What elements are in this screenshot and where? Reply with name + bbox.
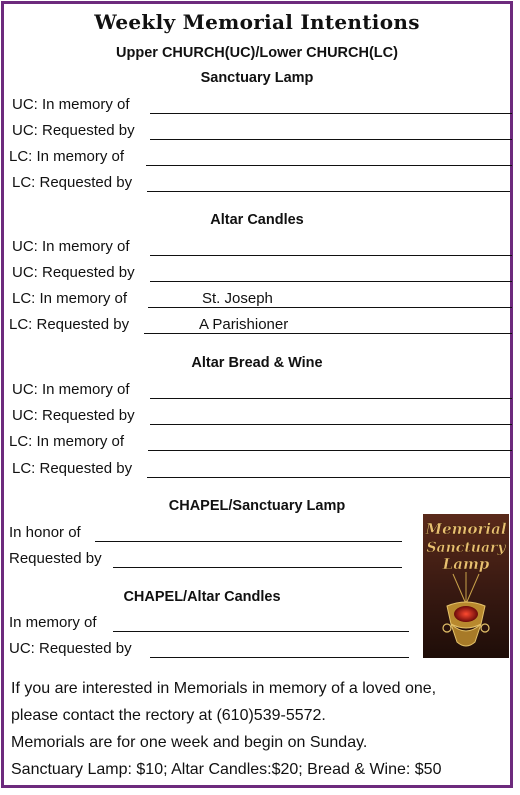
memorial-form [1,1,513,788]
row-value: A Parishioner [199,316,289,333]
row-label: Requested by [9,550,102,567]
fill-line[interactable] [147,477,510,478]
row-label: LC: Requested by [9,316,130,333]
row-label: UC: Requested by [9,640,132,657]
fill-line[interactable] [147,191,510,192]
form-row [9,614,409,636]
row-label: LC: Requested by [12,174,133,191]
image-caption-line3: Lamp [442,555,490,573]
sanctuary-lamp-image [423,514,509,658]
form-row [12,407,512,429]
fill-line[interactable] [150,398,512,399]
form-row [9,640,409,662]
heading-chapel-lamp: CHAPEL/Sanctuary Lamp [168,498,346,514]
row-label: LC: Requested by [12,460,133,477]
form-row [12,381,512,403]
fill-line[interactable] [113,567,402,568]
footer-line-1: If you are interested in Memorials in memory of a loved one, [11,680,437,697]
heading-altar-candles: Altar Candles [210,212,304,228]
row-label: UC: Requested by [12,407,135,424]
fill-line[interactable] [150,139,512,140]
form-row [9,433,512,455]
heading-chapel-candles: CHAPEL/Altar Candles [123,589,281,605]
image-caption-line2: Sanctuary [426,540,506,556]
fill-line[interactable] [113,631,409,632]
form-row [9,148,512,170]
form-title: Weekly Memorial Intentions [94,10,420,34]
church-subtitle: Upper CHURCH(UC)/Lower CHURCH(LC) [116,45,398,61]
fill-line[interactable] [150,281,512,282]
form-row [9,524,402,546]
fill-line[interactable] [148,450,512,451]
form-row [9,316,512,338]
form-row [12,238,512,260]
form-row [12,264,512,286]
row-label: UC: In memory of [12,238,130,255]
form-row [12,290,512,312]
row-label: In memory of [9,614,97,631]
fill-line[interactable] [150,657,409,658]
footer-line-2: please contact the rectory at (610)539-5572. [11,707,326,724]
row-value: St. Joseph [202,290,273,307]
row-label: UC: In memory of [12,96,130,113]
row-label: In honor of [9,524,81,541]
fill-line[interactable] [150,113,512,114]
image-caption-line1: Memorial [425,520,507,538]
fill-line[interactable] [146,165,512,166]
row-label: LC: In memory of [9,148,125,165]
heading-sanctuary-lamp: Sanctuary Lamp [200,70,314,86]
fill-line[interactable] [150,424,512,425]
row-label: UC: In memory of [12,381,130,398]
form-row [12,174,510,196]
fill-line[interactable] [144,333,512,334]
row-label: LC: In memory of [9,433,125,450]
row-label: UC: Requested by [12,264,135,281]
footer-line-3: Memorials are for one week and begin on Sunday. [11,734,368,751]
row-label: LC: In memory of [12,290,128,307]
fill-line[interactable] [150,255,512,256]
form-row [12,460,510,482]
fill-line[interactable] [95,541,402,542]
row-label: UC: Requested by [12,122,135,139]
footer-prices: Sanctuary Lamp: $10; Altar Candles:$20; Bread & Wine: $50 [11,761,442,778]
heading-bread-wine: Altar Bread & Wine [191,355,323,371]
fill-line[interactable] [148,307,512,308]
form-row [12,122,512,144]
form-row [12,96,512,118]
form-row [9,550,402,572]
